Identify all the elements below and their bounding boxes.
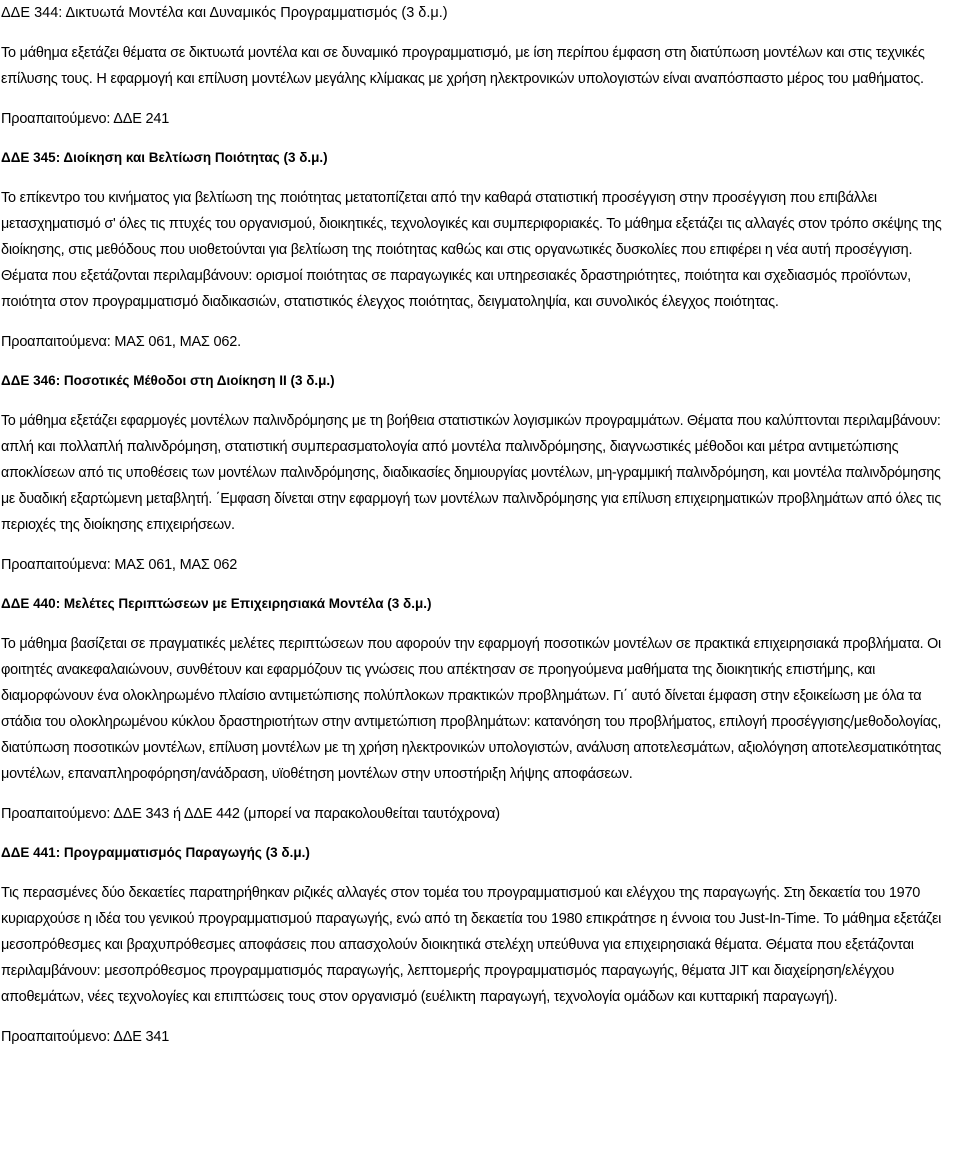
description-line: κυριαρχούσε η ιδέα του γενικού προγραμματισμού παραγωγής, ενώ από τη δεκαετία του 1980 επικράτησε η έννοια του Just-In-Time. Το μάθημα εξετάζει — [1, 911, 942, 927]
course-code: ΔΔΕ 346 — [1, 373, 56, 388]
description-line: μοντέλων, επαναπληροφόρηση/ανάδραση, υϊοθέτηση μοντέλων στην υποστήριξη λήψης αποφάσεων. — [1, 766, 633, 782]
course-description — [1, 631, 941, 787]
course-section-dde-440 — [1, 591, 941, 827]
course-prerequisite: Προαπαιτούμενο: ΔΔΕ 341 — [1, 1029, 170, 1045]
course-title-text: : Μελέτες Περιπτώσεων με Επιχειρησιακά Μοντέλα (3 δ.μ.) — [55, 596, 432, 611]
course-title-text: : Διοίκηση και Βελτίωση Ποιότητας (3 δ.μ.) — [55, 150, 328, 165]
course-section-dde-346 — [1, 368, 941, 578]
description-line: περιλαμβάνουν: μεσοπρόθεσμος προγραμματισμός παραγωγής, λεπτομερής προγραμματισμός παραγωγής, θέματα JIT και διαχείρηση/ελέγχου — [1, 963, 895, 979]
course-prerequisite: Προαπαιτούμενο: ΔΔΕ 343 ή ΔΔΕ 442 (μπορεί να παρακολουθείται ταυτόχρονα) — [1, 806, 500, 822]
course-prerequisite: Προαπαιτούμενο: ΔΔΕ 241 — [1, 111, 170, 127]
course-title — [1, 591, 941, 617]
description-line: μεσοπρόθεσμες και βραχυπρόθεσμες αποφάσεις που απασχολούν διοικητικά στελέχη υπεύθυνα για επιχειρησιακά θέματα. Θέματα που εξετάζονται — [1, 937, 914, 953]
description-line: Το επίκεντρο του κινήματος για βελτίωση της ποιότητας μετατοπίζεται από την καθαρά στατιστική προσέγγιση στην προσέγγιση που επιβάλλει — [1, 190, 877, 206]
course-code: ΔΔΕ 441 — [1, 845, 56, 860]
description-line: διαμορφώνουν ένα ολοκληρωμένο πλαίσιο αντιμετώπισης πολύπλοκων πρακτικών προβλημάτων. Γι΄ αυτό δίνεται έμφαση στην εξοικείωση με όλα τα — [1, 688, 922, 704]
description-line: μετασχηματισμό σ' όλες τις πτυχές του οργανισμού, διοικητικές, τεχνολογικές και συμπεριφοριακές. Το μάθημα εξετάζει τις αλλαγές στον τρόπο σκέψης της — [1, 216, 942, 232]
course-title — [1, 368, 941, 394]
description-line: διοίκησης, στις μεθόδους που υιοθετούνται για βελτίωση της ποιότητας καθώς και στις οργανωτικές δυσκολίες που επιφέρει η νέα αυτή προσέγγιση. — [1, 242, 913, 258]
course-description — [1, 185, 941, 315]
course-prerequisite: Προαπαιτούμενα: ΜΑΣ 061, ΜΑΣ 062 — [1, 557, 238, 573]
course-code: ΔΔΕ 440 — [1, 596, 56, 611]
description-line: επίλυσης τους. Η εφαρμογή και επίλυση μοντέλων μεγάλης κλίμακας με χρήση ηλεκτρονικών υπολογιστών είναι αναπόσπαστο μέρος του μαθήματος. — [1, 71, 924, 87]
description-line: Τις περασμένες δύο δεκαετίες παρατηρήθηκαν ριζικές αλλαγές στον τομέα του προγραμματισμού και ελέγχου της παραγωγής. Στη δεκαετία του 1970 — [1, 885, 921, 901]
description-line: Το μάθημα εξετάζει θέματα σε δικτυωτά μοντέλα και σε δυναμικό προγραμματισμό, με ίση περίπου έμφαση στη διατύπωση μοντέλων και στις τεχνικές — [1, 45, 925, 61]
description-line: με δυαδική εξαρτώμενη μεταβλητή. ΄Εμφαση δίνεται στην εφαρμογή των μοντέλων παλινδρόμησης για επίλυση επιχειρηματικών προβλημάτων από όλες τις — [1, 491, 941, 507]
description-line: αποθεμάτων, νέες τεχνολογίες και επιπτώσεις τους στον οργανισμό (ευέλικτη παραγωγή, τεχνολογία ομάδων και κυτταρική παραγωγή). — [1, 989, 838, 1005]
course-title — [1, 840, 941, 866]
course-title — [1, 0, 941, 26]
description-line: Θέματα που εξετάζονται περιλαμβάνουν: ορισμοί ποιότητας σε παραγωγικές και υπηρεσιακές δραστηριότητες, ποιότητα και σχεδιασμός προϊόντων, — [1, 268, 911, 284]
course-title-text: : Ποσοτικές Μέθοδοι στη Διοίκηση ΙΙ (3 δ.μ.) — [55, 373, 335, 388]
course-section-dde-345 — [1, 145, 941, 355]
course-code: ΔΔΕ 345 — [1, 150, 56, 165]
course-section-dde-441 — [1, 840, 941, 1050]
description-line: Το μάθημα βασίζεται σε πραγματικές μελέτες περιπτώσεων που αφορούν την εφαρμογή ποσοτικών μοντέλων σε πρακτικά επιχειρησιακά προβλήματα. Οι — [1, 636, 941, 652]
course-description — [1, 408, 941, 538]
course-title-text: : Δικτυωτά Μοντέλα και Δυναμικός Προγραμματισμός (3 δ.μ.) — [58, 5, 448, 21]
course-prerequisite: Προαπαιτούμενα: ΜΑΣ 061, ΜΑΣ 062. — [1, 334, 241, 350]
course-catalog-page — [1, 0, 941, 1050]
course-code: ΔΔΕ 344 — [1, 5, 59, 21]
course-description — [1, 880, 941, 1010]
description-line: Το μάθημα εξετάζει εφαρμογές μοντέλων παλινδρόμησης με τη βοήθεια στατιστικών λογισμικών προγραμμάτων. Θέματα που καλύπτονται περιλαμβάνουν: — [1, 413, 941, 429]
course-description — [1, 40, 941, 92]
description-line: ποιότητα στον προγραμματισμό διαδικασιών, στατιστικός έλεγχος ποιότητας, δειγματοληψία, και συνολικός έλεγχος ποιότητας. — [1, 294, 779, 310]
description-line: φοιτητές ανακεφαλαιώνουν, συνθέτουν και εφαρμόζουν τις γνώσεις που απέκτησαν σε προηγούμενα μαθήματα της διοικητικής επιστήμης, και — [1, 662, 876, 678]
description-line: διατύπωση ποσοτικών μοντέλων, επίλυση μοντέλων με τη χρήση ηλεκτρονικών υπολογιστών, ανάλυση αποτελεσμάτων, αξιολόγηση αποτελεσματικότητας — [1, 740, 942, 756]
description-line: περιοχές της διοίκησης επιχειρήσεων. — [1, 517, 235, 533]
course-title — [1, 145, 941, 171]
description-line: απλή και πολλαπλή παλινδρόμηση, στατιστική συμπερασματολογία από μοντέλα παλινδρόμησης, διαγνωστικές μέθοδοι και μέτρα αντιμετώπισης — [1, 439, 899, 455]
description-line: στάδια του ολοκληρωμένου κύκλου δραστηριοτήτων στην αντιμετώπιση προβλημάτων: κατανόηση του προβλήματος, επιλογή προσέγγισης/μεθοδολογίας, — [1, 714, 942, 730]
description-line: αποκλίσεων από τις υποθέσεις των μοντέλων παλινδρόμησης, διαδικασίες δημιουργίας μοντέλων, μη-γραμμική παλινδρόμηση, και μοντέλα παλινδρόμησης — [1, 465, 941, 481]
course-section-dde-344 — [1, 0, 941, 132]
course-title-text: : Προγραμματισμός Παραγωγής (3 δ.μ.) — [55, 845, 310, 860]
